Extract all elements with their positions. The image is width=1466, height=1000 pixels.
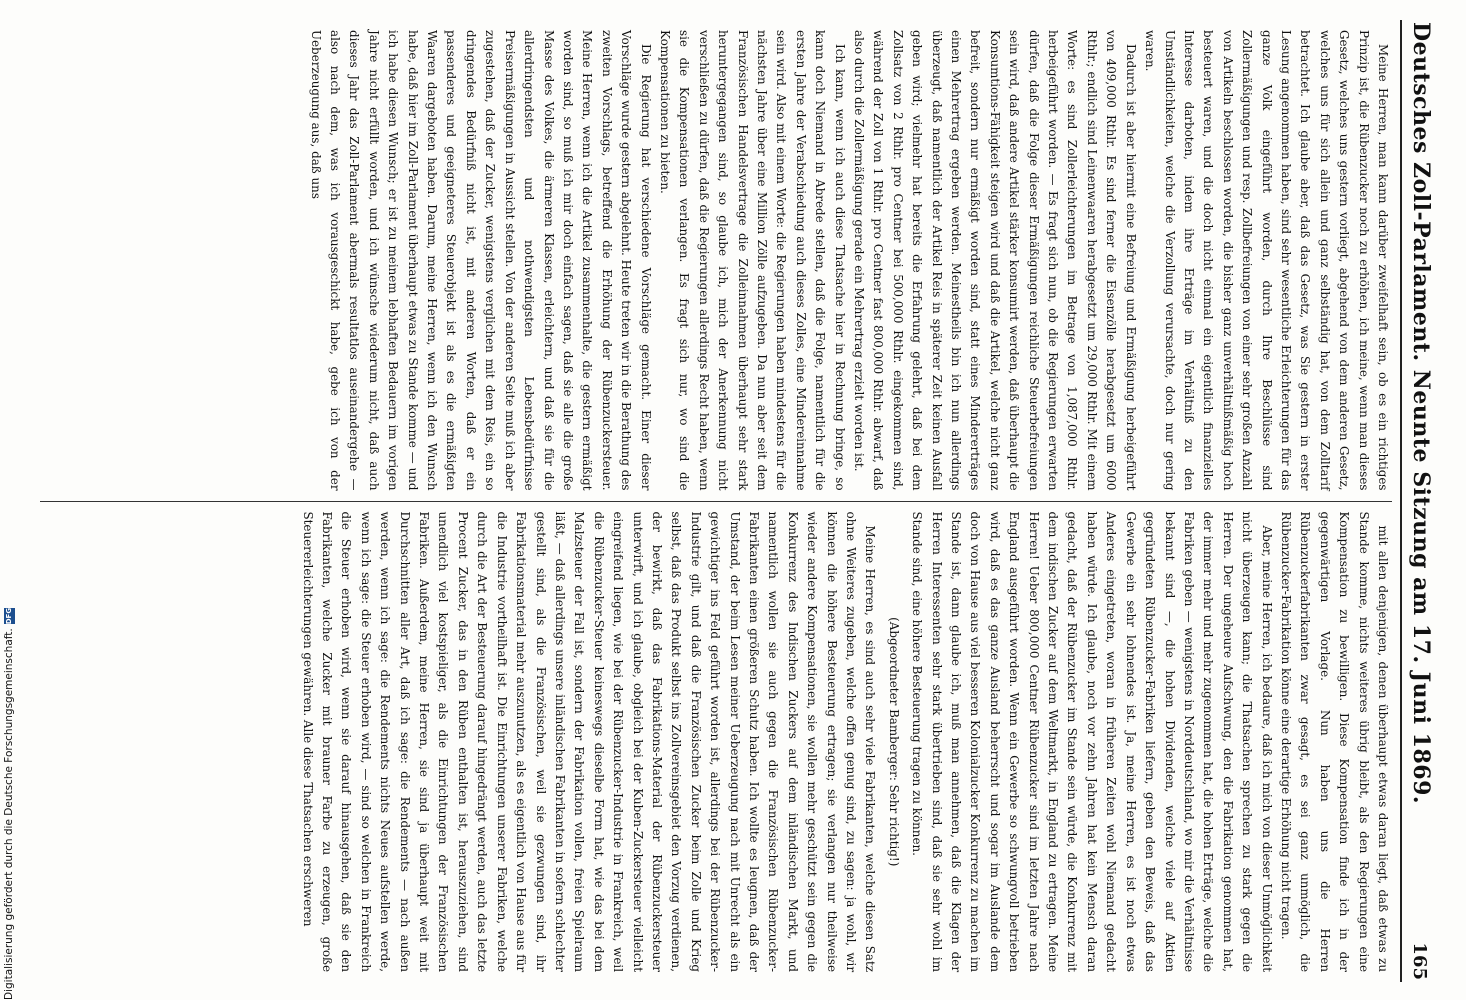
right-column [40, 502, 1400, 983]
left-column [40, 20, 1400, 501]
text-columns [40, 20, 1400, 982]
page-header [1400, 20, 1434, 982]
paragraph: Dadurch ist aber hiermit eine Befreiung und Ermäßigung herbeigeführt von 409,000 Rthlr. Es sind ferner die Eisenzölle herabgesetzt um 6000 Rthlr.; endlich sind Leinenwaaren herabgesetzt um 29,000 Rthlr. Mit einem Worte: es sind Zollerleichterungen im Betrage von 1,087,000 Rthlr. herbeigeführt worden. — Es fragt sich nun, ob die Regierungen erwarten dürfen, daß die Folge dieser Ermäßigungen reichliche Steuerbefreiungen sein wird, daß andere Artikel stärker konsumirt werden, daß überhaupt die Konsumtions-Fähigkeit steigen wird und daß die Artikel, welche nicht ganz befreit, sondern nur ermäßigt worden sind, statt eines Mindererträges einen Mehrertrag ergeben werden. Meinestheils bin ich nun allerdings überzeugt, daß namentlich der Artikel Reis in späterer Zeit keinen Ausfall geben wird; vielmehr hat bereits die Erfahrung gelehrt, daß bei dem Zollsatz von 2 Rthlr. pro Centner bei 500,000 Rthlr. eingekommen sind, während der Zoll von 1 Rthlr. pro Centner fast 800,000 Rthlr. abwarf, daß also durch die Zollermäßigung gerade ein Mehrertrag erzielt worden ist. [852, 30, 1138, 491]
digitization-note [2, 0, 16, 1000]
running-title: Deutsches Zoll-Parlament. Neunte Sitzung am 17. Juni 1869. [1408, 22, 1434, 805]
dfg-logo-icon: DFG [4, 607, 13, 625]
paragraph: Aber, meine Herren, ich bedaure, daß ich mich von dieser Unmöglichkeit nicht überzeugen kann; die Thatsachen sprechen zu stark gegen die Herren. Der ungeheure Aufschwung, den die Fabrikation genommen hat, der immer mehr und mehr zugenommen hat, die hohen Erträge, welche die Fabriken geben — wenigstens in Norddeutschland, wo mir die Verhältnisse bekannt sind —, die hohen Dividenden, welche viele auf Aktien gegründeten Rübenzucker-Fabriken liefern, geben den Beweis, daß das Gewerbe ein sehr lohnendes ist. Ja, meine Herren, es ist noch etwas Anderes eingetreten, woran in früheren Zeiten wohl Niemand gedacht haben würde. Ich glaube, noch vor zehn Jahren hat kein Mensch daran gedacht, daß der Rübenzucker im Stande sein würde, die Konkurrenz mit dem indischen Zucker auf dem Weltmarkt, in England zu ertragen. Meine Herren! Ueber 800,000 Centner Rübenzucker sind im letzten Jahre nach England ausgeführt worden. Wenn ein Gewerbe so schwungvoll betrieben wird, daß es das ganze Ausland beherrscht und sogar im Auslande dem doch von Hause aus viel besseren Kolonialzucker Konkurrenz zu machen im Stande ist, dann glaube ich, muß man annehmen, daß die Klagen der Herren Interessenten sehr stark übertrieben sind, daß sie sehr wohl im Stande sind, eine höhere Besteuerung tragen zu können. [910, 511, 1274, 972]
paragraph: Meine Herren, es sind auch sehr viele Fabrikanten, welche diesen Satz ohne Weiteres zugeben, welche offen genug sind, zu sagen: ja wohl, wir können die höhere Besteuerung ertragen; sie verlangen nur theilweise wieder andere Kompensationen, sie wollen mehr geschützt sein gegen die Konkurrenz des Indischen Zuckers auf dem inländischen Markt, und namentlich wollen sie auch gegen die Französischen Rübenzucker-Fabrikanten einen größeren Schutz haben. Ich wollte es leugnen, daß der Umstand, der beim Lesen meiner Ueberzeugung nach mit Unrecht als ein gewichtiger ins Feld geführt worden ist, allerdings bei der Rübenzucker-Industrie gilt, und daß die Französischen Zucker beim Zolle und Krieg selbst, daß das Produkt selbst ins Zollvereinsgebiet den Vorzug verdienen, der bewirkt, daß das Fabrikations-Material der Rübenzuckersteuer unterwirft, und ich glaube, obgleich bei der Kuben-Zuckersteuer vielleicht eingreifend liegen, wie bei der Rübenzucker-Industrie in Frankreich, weil die Rübenzucker-Steuer keineswegs dieselbe Form hat, wie das bei dem Malzsteuer der Fall ist, sondern der Fabrikation vollen, freien Spielraum läßt, — daß allerdings unsere inländischen Fabrikanten in sofern schlechter gestellt sind, als die Französischen, weil sie gezwungen sind, ihr Fabrikationsmaterial mehr auszunutzen, als es eigentlich von Hause aus für die Industrie vortheilhaft ist. Die Einrichtungen unserer Fabriken, welche durch die Art der Besteuerung darauf hingedrängt werden, auch das letzte Procent Zucker, das in den Rüben enthalten ist, herauszuziehen, sind unendlich viel kostspieliger, als die Einrichtungen der Französischen Fabriken. Außerdem, meine Herren, sie sind ja überhaupt weit mit Durchschnitten aller Art, daß ich sage: die Rendements — nach außen werden, wenn ich sage: die Rendements nichts Neues aufstellen werde, wenn ich sage: die Steuer erhoben wird, — sind so welchen in Frankreich die Steuer erhoben wird, wenn sie darauf hinausgehen, daß sie den Fabrikanten, welche Zucker mit brauner Farbe zu erzeugen, große Steuererleichterungen gewähren. Alle diese Thatsachen erschweren [300, 511, 878, 972]
paragraph: Die Regierung hat verschiedene Vorschläge gemacht. Einer dieser Vorschläge wurde gestern abgelehnt. Heute treten wir in die Berathung des zweiten Vorschlags, betreffend die Erhöhung der Rübenzuckersteuer. Meine Herren, wenn ich die Artikel zusammenhalte, die gestern ermäßigt worden sind, so muß ich mir doch einfach sagen, daß sie alle die große Masse des Volkes, die ärmeren Klassen, erleichtern, und daß sie für die allerdringendsten und nothwendigsten Lebensbedürfnisse Preisermäßigungen in Aussicht stellen. Von der anderen Seite muß ich aber zugestehen, daß der Zucker, wenigstens verglichen mit dem Reis, ein so dringendes Bedürfniß nicht ist, mit anderen Worten, daß er ein passenderes und geeigneteres Steuerobjekt ist als es die ermäßigten Waaren dargeboten haben. Darum, meine Herren, wenn ich den Wunsch habe, daß hier im Zoll-Parlament überhaupt etwas zu Stande komme — und ich habe diesen Wunsch; er ist zu meinem lebhaften Bedauern im vorigen Jahre nicht erfüllt worden, und ich wünsche wiederum nicht, daß auch dieses Jahr das Zoll-Parlament abermals resultatlos auseinandergehe — also nach dem, was ich vorausgeschickt habe, gebe ich von der Ueberzeugung aus, daß uns [308, 30, 653, 491]
paragraph: mit allen denjenigen, denen überhaupt etwas daran liegt, daß etwas zu Stande komme, nichts weiteres übrig bleibt, als den Regierungen eine Kompensation zu bewilligen. Diese Kompensation finde ich in der gegenwärtigen Vorlage. Nun haben uns die Herren Rübenzuckerfabrikanten zwar gesagt, es sei ganz unmöglich, die Rübenzucker-Fabrikation könne eine derartige Erhöhung nicht tragen. [1278, 511, 1390, 972]
paragraph: Meine Herren, man kann darüber zweifelhaft sein, ob es ein richtiges Prinzip ist, die Rübenzucker noch zu erhöhen, ich meine, wenn man dieses Gesetz, welches uns gestern vorliegt, abgehend von dem anderen Gesetz, welches uns für sich allein und ganz selbständig hat, von dem Zolltarif betrachtet. Ich glaube aber, daß das Gesetz, was Sie gestern in erster Lesung angenommen haben, sind sehr wesentliche Erleichterungen für das ganze Volk eingeführt worden, durch Ihre Beschlüsse sind Zollermäßigungen und resp. Zollbefreiungen von einer sehr großen Anzahl von Artikeln beschlossen worden, die bisher ganz unverhältnißmäßig hoch besteuert waren, und die doch nicht einmal ein eigentlich finanzielles Interesse darboten, indem ihre Erträge im Verhältniß zu den Umständlichkeiten, welche die Verzollung verursachte, doch nur gering waren. [1143, 30, 1390, 491]
paragraph: Ich kann, wenn ich auch diese Thatsache hier in Rechnung bringe, so kann doch Niemand in Abrede stellen, daß die Folge, namentlich für die ersten Jahre der Verabschiedung auch dieses Zolles, eine Mindereinnahme sein wird. Also mit einem Worte: die Regierungen haben mindestens für die nächsten Jahre über eine Million Zölle aufzugeben. Da nun aber seit dem Französischen Handelsvertrage die Zolleinnahmen überhaupt sehr stark heruntergegangen sind, so glaube ich, mich der Anerkennung nicht verschließen zu dürfen, daß die Regierungen allerdings Recht haben, wenn sie die Kompensationen verlangen. Es fragt sich nur, wo sind die Kompensationen zu bieten. [657, 30, 847, 491]
rotated-page [30, 0, 1440, 1000]
digitization-text: Digitalisierung gefördert durch die Deutsche Forschungsgemeinschaft. [3, 628, 15, 1000]
interjection: (Abgeordneter Bamberger: Sehr richtig!) [886, 617, 901, 867]
page-number: 165 [1409, 942, 1430, 980]
